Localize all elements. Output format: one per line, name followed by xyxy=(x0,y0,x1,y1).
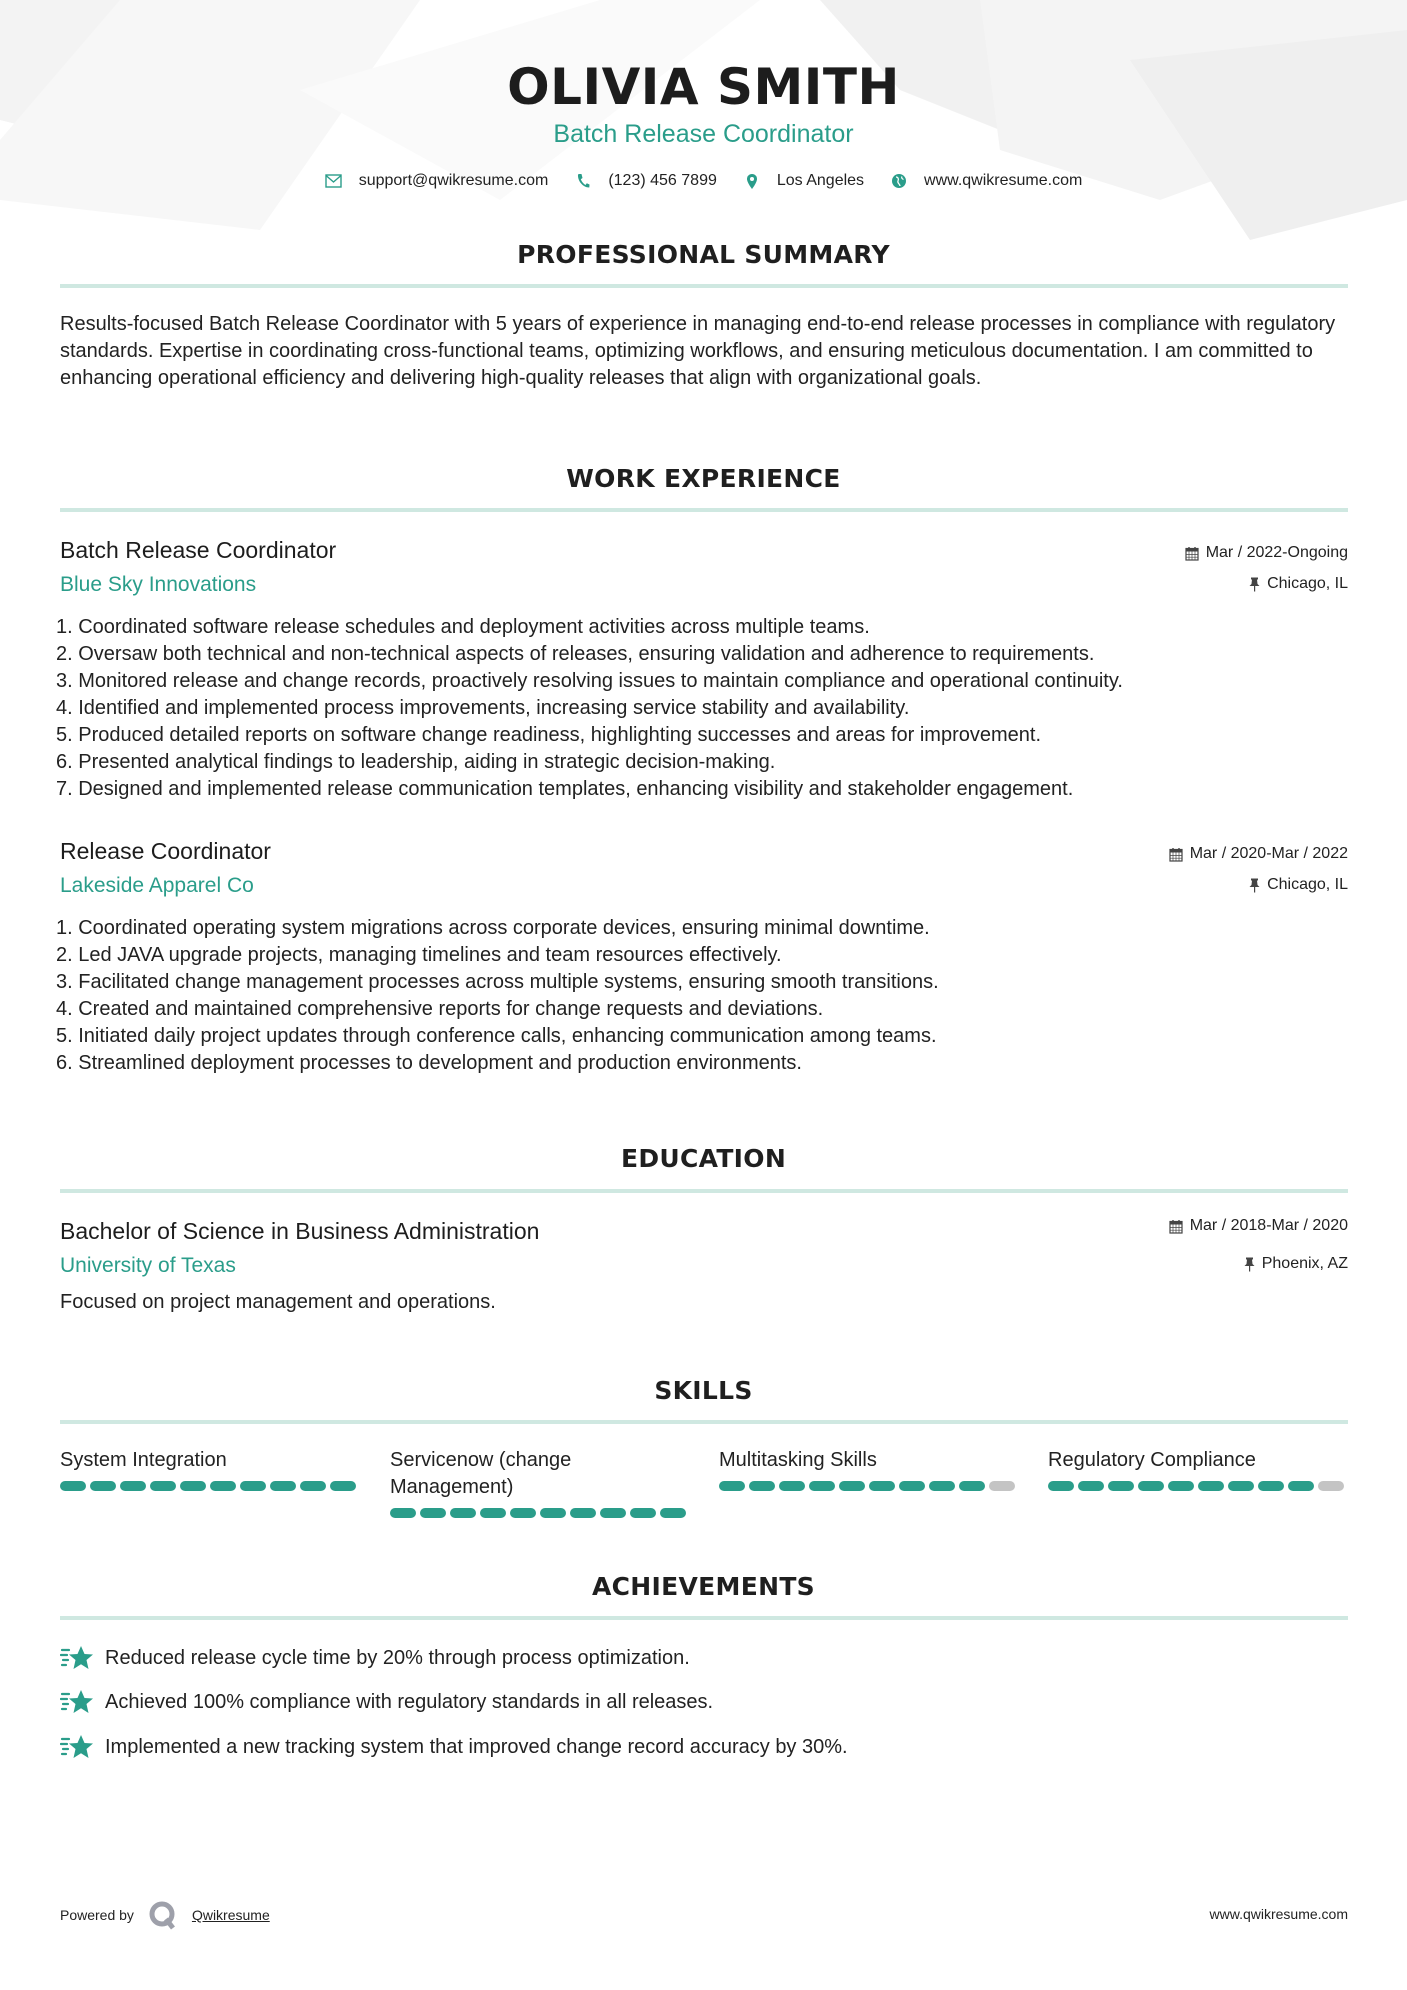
rating-dot-filled xyxy=(1258,1481,1284,1491)
calendar-icon xyxy=(1169,847,1183,862)
list-item: 6. Presented analytical findings to leadership, aiding in strategic decision-making. xyxy=(56,751,776,773)
shooting-star-icon xyxy=(60,1688,94,1716)
achievement-text: Implemented a new tracking system that improved change record accuracy by 30%. xyxy=(105,1735,848,1758)
rating-dot-filled xyxy=(1228,1481,1254,1491)
rating-dot-filled xyxy=(570,1508,596,1518)
list-item: 6. Streamlined deployment processes to development and production environments. xyxy=(56,1052,802,1074)
footer-powered-by xyxy=(60,1900,270,1930)
job-dates-text: Mar / 2020-Mar / 2022 xyxy=(1189,845,1348,862)
job-location xyxy=(1249,876,1348,894)
rating-dot-filled xyxy=(839,1481,865,1491)
footer-url[interactable]: www.qwikresume.com xyxy=(1209,1906,1348,1922)
skill-name: System Integration xyxy=(60,1449,227,1471)
education-dates-text: Mar / 2018-Mar / 2020 xyxy=(1189,1217,1348,1234)
rating-dot-filled xyxy=(779,1481,805,1491)
section-heading-summary: PROFESSIONAL SUMMARY xyxy=(517,240,890,269)
rating-dot-filled xyxy=(540,1508,566,1518)
rating-dot-filled xyxy=(1138,1481,1164,1491)
list-item: 3. Facilitated change management processes across multiple systems, ensuring smooth transitions. xyxy=(56,971,939,993)
skill-rating xyxy=(390,1508,690,1518)
rating-dot-filled xyxy=(1168,1481,1194,1491)
pushpin-icon xyxy=(1249,577,1260,592)
rating-dot-filled xyxy=(90,1481,116,1491)
education-location-text: Phoenix, AZ xyxy=(1261,1255,1348,1272)
candidate-name: OLIVIA SMITH xyxy=(507,58,900,116)
rating-dot-filled xyxy=(60,1481,86,1491)
skill-name: Multitasking Skills xyxy=(719,1449,877,1471)
rating-dot-filled xyxy=(180,1481,206,1491)
contact-location xyxy=(743,172,864,190)
rating-dot-filled xyxy=(1108,1481,1134,1491)
contact-phone-text: (123) 456 7899 xyxy=(608,172,717,189)
rating-dot-filled xyxy=(809,1481,835,1491)
globe-icon xyxy=(890,172,908,190)
rating-dot-filled xyxy=(1198,1481,1224,1491)
section-heading-achievements: ACHIEVEMENTS xyxy=(592,1572,815,1601)
section-divider xyxy=(60,1420,1348,1424)
job-title: Batch Release Coordinator xyxy=(60,537,337,563)
qwikresume-logo-icon xyxy=(148,1900,178,1930)
rating-dot-filled xyxy=(120,1481,146,1491)
achievement-text: Achieved 100% compliance with regulatory standards in all releases. xyxy=(105,1690,714,1713)
education-dates xyxy=(1169,1217,1348,1235)
shooting-star-icon xyxy=(60,1733,94,1761)
rating-dot-filled xyxy=(630,1508,656,1518)
section-divider xyxy=(60,1189,1348,1193)
rating-dot-filled xyxy=(899,1481,925,1491)
pushpin-icon xyxy=(1244,1257,1255,1272)
rating-dot-filled xyxy=(210,1481,236,1491)
contact-website-text: www.qwikresume.com xyxy=(924,172,1083,189)
education-location xyxy=(1244,1255,1348,1273)
skill-name: Regulatory Compliance xyxy=(1048,1449,1256,1471)
skill-rating xyxy=(719,1481,1019,1491)
rating-dot-filled xyxy=(600,1508,626,1518)
powered-by-label: Powered by xyxy=(60,1907,134,1923)
achievement-item xyxy=(60,1733,848,1761)
contact-email-text: support@qwikresume.com xyxy=(358,172,549,189)
calendar-icon xyxy=(1185,546,1199,561)
section-divider xyxy=(60,508,1348,512)
rating-dot-empty xyxy=(1318,1481,1344,1491)
candidate-title: Batch Release Coordinator xyxy=(553,120,854,148)
contact-location-text: Los Angeles xyxy=(776,172,865,189)
job-location-text: Chicago, IL xyxy=(1267,575,1348,592)
list-item: 7. Designed and implemented release communication templates, enhancing visibility and stakeholder engagement. xyxy=(56,778,1074,800)
rating-dot-filled xyxy=(959,1481,985,1491)
rating-dot-filled xyxy=(300,1481,326,1491)
contact-website[interactable] xyxy=(890,172,1082,190)
rating-dot-filled xyxy=(150,1481,176,1491)
section-heading-education: EDUCATION xyxy=(620,1144,787,1173)
qwikresume-link[interactable]: Qwikresume xyxy=(191,1907,270,1923)
section-heading-skills: SKILLS xyxy=(654,1376,753,1405)
section-heading-experience: WORK EXPERIENCE xyxy=(566,464,841,493)
list-item: 4. Identified and implemented process improvements, increasing service stability and availability. xyxy=(56,697,910,719)
achievement-item xyxy=(60,1688,713,1716)
list-item: 4. Created and maintained comprehensive reports for change requests and deviations. xyxy=(56,998,824,1020)
skill-rating xyxy=(1048,1481,1348,1491)
contact-bar xyxy=(0,172,1407,190)
skill-item xyxy=(390,1447,690,1518)
list-item: 2. Oversaw both technical and non-technical aspects of releases, ensuring validation and adherence to requirements. xyxy=(56,643,1095,665)
skill-item xyxy=(1048,1447,1348,1491)
rating-dot-filled xyxy=(749,1481,775,1491)
rating-dot-filled xyxy=(240,1481,266,1491)
degree-title: Bachelor of Science in Business Administration xyxy=(60,1218,540,1244)
shooting-star-icon xyxy=(60,1644,94,1672)
rating-dot-filled xyxy=(1288,1481,1314,1491)
job-responsibilities xyxy=(56,915,1356,1077)
rating-dot-filled xyxy=(480,1508,506,1518)
job-location xyxy=(1249,575,1348,593)
envelope-icon xyxy=(325,172,343,190)
rating-dot-filled xyxy=(869,1481,895,1491)
rating-dot-filled xyxy=(1078,1481,1104,1491)
contact-phone[interactable] xyxy=(574,172,717,190)
pushpin-icon xyxy=(1249,878,1260,893)
rating-dot-filled xyxy=(330,1481,356,1491)
job-dates-text: Mar / 2022-Ongoing xyxy=(1205,544,1348,561)
list-item: 5. Produced detailed reports on software change readiness, highlighting successes and areas for improvement. xyxy=(56,724,1042,746)
job-dates xyxy=(1185,544,1348,562)
list-item: 3. Monitored release and change records, proactively resolving issues to maintain compliance and operational continuity. xyxy=(56,670,1123,692)
list-item: 1. Coordinated software release schedules and deployment activities across multiple teams. xyxy=(56,616,870,638)
contact-email[interactable] xyxy=(325,172,549,190)
rating-dot-filled xyxy=(450,1508,476,1518)
skill-item xyxy=(719,1447,1019,1491)
rating-dot-empty xyxy=(989,1481,1015,1491)
rating-dot-filled xyxy=(719,1481,745,1491)
achievement-text: Reduced release cycle time by 20% through process optimization. xyxy=(105,1646,690,1669)
rating-dot-filled xyxy=(510,1508,536,1518)
rating-dot-filled xyxy=(1048,1481,1074,1491)
list-item: 1. Coordinated operating system migrations across corporate devices, ensuring minimal downtime. xyxy=(56,917,930,939)
phone-icon xyxy=(574,172,592,190)
rating-dot-filled xyxy=(660,1508,686,1518)
job-dates xyxy=(1169,845,1348,863)
summary-text: Results-focused Batch Release Coordinator with 5 years of experience in managing end-to-end release processes in compliance with regulatory standards. Expertise in coordinating cross-functional teams, optimizing workflows, and ensuring meticulous documentation. I am committed to enhancing operational efficiency and delivering high-quality releases that align with organizational goals. xyxy=(60,313,1336,389)
location-pin-icon xyxy=(743,172,761,190)
school-name: University of Texas xyxy=(60,1254,236,1277)
calendar-icon xyxy=(1169,1219,1183,1234)
skill-rating xyxy=(60,1481,360,1491)
rating-dot-filled xyxy=(420,1508,446,1518)
rating-dot-filled xyxy=(929,1481,955,1491)
job-title: Release Coordinator xyxy=(60,838,271,864)
job-company: Blue Sky Innovations xyxy=(60,573,257,596)
section-divider xyxy=(60,1616,1348,1620)
skill-item xyxy=(60,1447,360,1491)
list-item: 5. Initiated daily project updates through conference calls, enhancing communication among teams. xyxy=(56,1025,937,1047)
list-item: 2. Led JAVA upgrade projects, managing timelines and team resources effectively. xyxy=(56,944,782,966)
job-responsibilities xyxy=(56,614,1356,803)
rating-dot-filled xyxy=(270,1481,296,1491)
achievement-item xyxy=(60,1644,690,1672)
job-location-text: Chicago, IL xyxy=(1267,876,1348,893)
skill-name: Servicenow (change Management) xyxy=(390,1449,572,1498)
section-divider xyxy=(60,284,1348,288)
education-description: Focused on project management and operations. xyxy=(60,1291,496,1313)
job-company: Lakeside Apparel Co xyxy=(60,874,254,897)
rating-dot-filled xyxy=(390,1508,416,1518)
